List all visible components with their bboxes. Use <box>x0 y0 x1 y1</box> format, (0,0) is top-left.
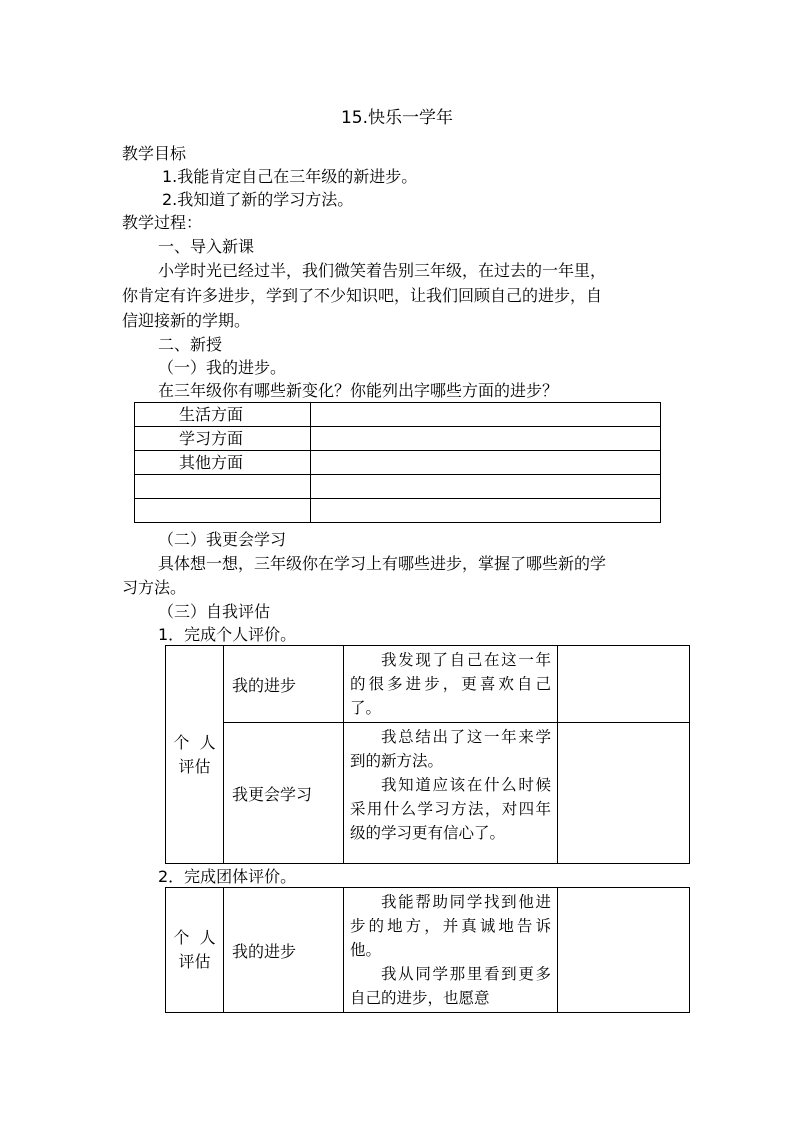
progress-row-value[interactable] <box>311 475 661 499</box>
group-row1-text <box>344 888 558 1013</box>
personal-row2-paragraph-a: 我总结出了这一年来学到的新方法。 <box>350 728 551 770</box>
personal-group-label-bottom: 评估 <box>178 756 211 776</box>
personal-group-label <box>166 646 224 864</box>
sub1-heading: （一）我的进步。 <box>158 358 287 377</box>
progress-row-value[interactable] <box>311 499 661 523</box>
personal-row1-text <box>344 646 558 723</box>
table-row <box>135 475 661 499</box>
group-group-label-top: 个 人 <box>173 928 216 947</box>
progress-row-label: 生活方面 <box>135 403 311 427</box>
eval2-heading: 2．完成团体评价。 <box>158 867 297 886</box>
intro-paragraph-line-2: 你肯定有许多进步，学到了不少知识吧，让我们回顾自己的进步，自 <box>122 286 603 305</box>
part1-heading: 一、导入新课 <box>158 237 255 256</box>
group-row1-paragraph-a: 我能帮助同学找到他进步的地方，并真诚地告诉他。 <box>350 893 551 959</box>
personal-row1-paragraph: 我发现了自己在这一年的很多进步，更喜欢自己了。 <box>350 651 551 717</box>
intro-paragraph-line-3: 信迎接新的学期。 <box>122 311 251 330</box>
sub2-heading: （二）我更会学习 <box>158 530 287 549</box>
table-row <box>135 403 661 427</box>
progress-row-value[interactable] <box>311 403 661 427</box>
progress-row-label <box>135 499 311 523</box>
progress-row-value[interactable] <box>311 451 661 475</box>
intro-paragraph-line-1: 小学时光已经过半，我们微笑着告别三年级，在过去的一年里， <box>158 261 607 280</box>
table-row <box>135 427 661 451</box>
personal-row2-rating[interactable] <box>558 723 690 864</box>
part2-heading: 二、新授 <box>158 335 223 354</box>
goal-item-1: 1.我能肯定自己在三年级的新进步。 <box>162 167 418 186</box>
group-evaluation-table <box>165 887 690 1013</box>
progress-row-label: 其他方面 <box>135 451 311 475</box>
personal-group-label-top: 个 人 <box>173 732 216 752</box>
sub2-paragraph-line-2: 习方法。 <box>122 578 187 597</box>
progress-row-value[interactable] <box>311 427 661 451</box>
progress-row-label <box>135 475 311 499</box>
table-row <box>166 723 690 864</box>
page-title: 15.快乐一学年 <box>340 108 454 128</box>
group-row1-paragraph-b: 我从同学那里看到更多自己的进步，也愿意 <box>350 965 551 1007</box>
group-group-label-bottom: 评估 <box>178 952 211 971</box>
personal-row1-label: 我的进步 <box>224 646 344 723</box>
table-row <box>166 646 690 723</box>
table-row <box>135 499 661 523</box>
goal-item-2: 2.我知道了新的学习方法。 <box>162 190 354 209</box>
progress-row-label: 学习方面 <box>135 427 311 451</box>
group-row1-rating[interactable] <box>558 888 690 1013</box>
personal-row2-paragraph-b: 我知道应该在什么时候采用什么学习方法，对四年级的学习更有信心了。 <box>350 776 551 842</box>
table-row <box>166 888 690 1013</box>
group-group-label <box>166 888 224 1013</box>
personal-row1-rating[interactable] <box>558 646 690 723</box>
sub3-heading: （三）自我评估 <box>158 602 271 621</box>
table-row <box>135 451 661 475</box>
personal-row2-label: 我更会学习 <box>224 723 344 864</box>
sub2-paragraph-line-1: 具体想一想，三年级你在学习上有哪些进步，掌握了哪些新的学 <box>158 554 607 573</box>
process-heading: 教学过程： <box>122 213 203 232</box>
sub1-question: 在三年级你有哪些新变化？你能列出字哪些方面的进步？ <box>158 381 559 400</box>
group-row1-label: 我的进步 <box>224 888 344 1013</box>
personal-row2-text <box>344 723 558 864</box>
personal-evaluation-table <box>165 645 690 864</box>
progress-table <box>134 402 661 523</box>
eval1-heading: 1．完成个人评价。 <box>158 625 297 644</box>
goals-heading: 教学目标 <box>122 144 187 163</box>
